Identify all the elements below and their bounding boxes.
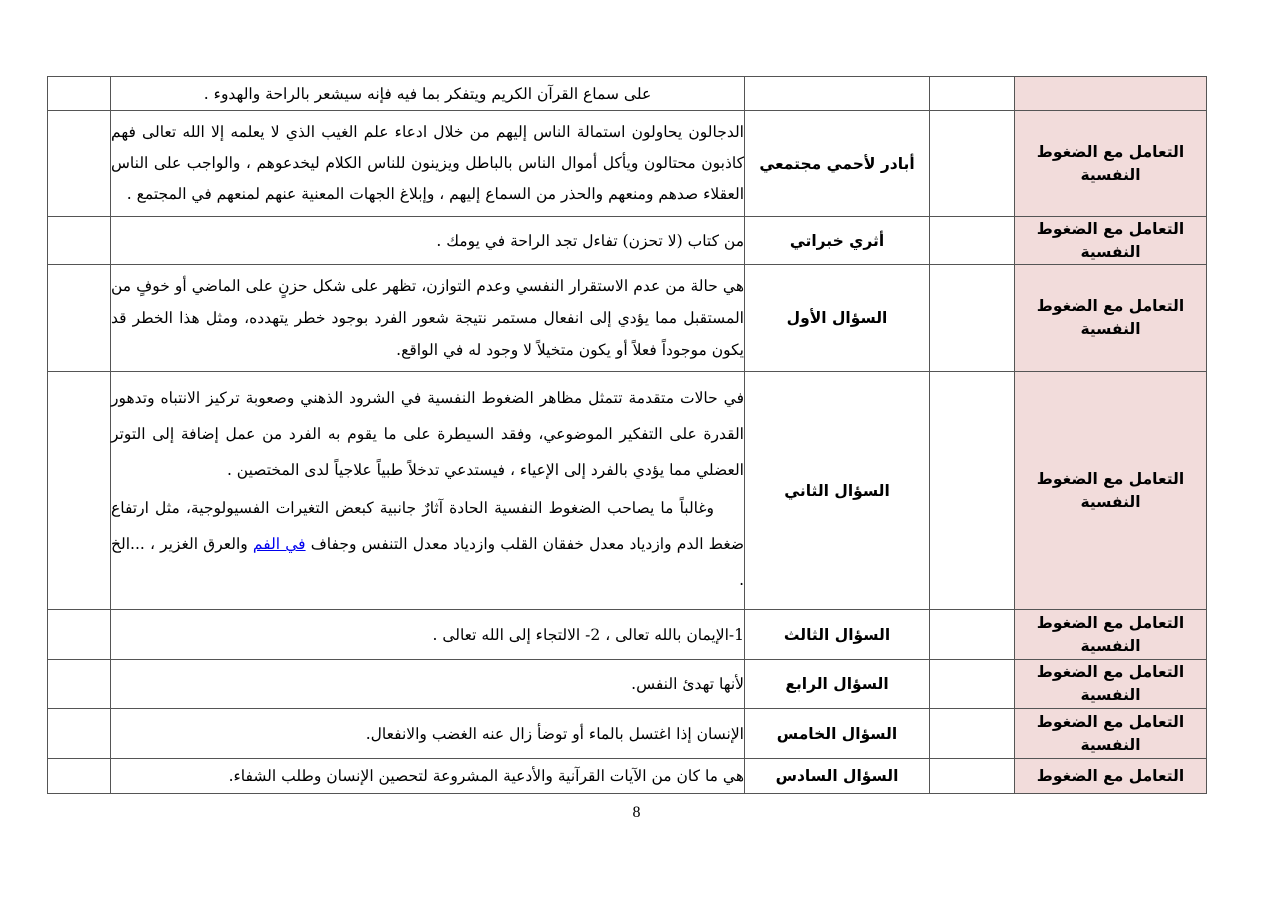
page-number: 8 <box>632 804 641 821</box>
empty-cell <box>48 709 111 759</box>
answer-text: على سماع القرآن الكريم ويتفكر بما فيه فإنه سيشعر بالراحة والهدوء . <box>203 84 652 103</box>
answer-text: في حالات متقدمة تتمثل مظاهر الضغوط النفسية في الشرود الذهني وصعوبة تركيز الانتباه وتدهور القدرة على التفكير الموضوعي، وفقد السيطرة على ما يقوم به الفرد من عمل إضافة إلى التوتر العضلي مما يؤدي بالفرد إلى الإعياء ، فيستدعي تدخلاً طبياً علاجياً لدى المختصين . <box>111 389 744 479</box>
topic-cell: التعامل مع الضغوط النفسية <box>1015 610 1207 660</box>
table-row <box>48 217 1207 265</box>
table-row <box>48 709 1207 759</box>
empty-cell <box>48 372 111 610</box>
answer-text: لأنها تهدئ النفس. <box>631 675 744 693</box>
answer-text-part: وغالباً ما يصاحب الضغوط النفسية الحادة آثارٌ جانبية كبعض التغيرات الفسيولوجية، مثل ارتفاع ضغط الدم وازدياد معدل خفقان القلب وازدياد معدل التنفس وجفاف <box>111 499 744 553</box>
topic-cell: التعامل مع الضغوط النفسية <box>1015 372 1207 610</box>
question-cell: السؤال السادس <box>745 759 930 794</box>
topic-cell: التعامل مع الضغوط النفسية <box>1015 709 1207 759</box>
answer-cell <box>111 372 745 610</box>
answer-text: الإنسان إذا اغتسل بالماء أو توضأ زال عنه الغضب والانفعال. <box>365 724 744 743</box>
empty-cell <box>48 660 111 709</box>
answer-text <box>111 490 744 598</box>
empty-cell <box>48 111 111 217</box>
answer-text: هي حالة من عدم الاستقرار النفسي وعدم التوازن، تظهر على شكل حزنٍ على الماضي أو خوفٍ من المستقبل مما يؤدي إلى انفعال مستمر نتيجة شعور الفرد بوجود خطر يتهدده، ومثل هذا الخطر قد يكون موجوداً فعلاً أو يكون متخيلاً لا وجود له في الواقع. <box>111 277 744 359</box>
empty-cell <box>48 217 111 265</box>
answer-text: 1-الإيمان بالله تعالى ، 2- الالتجاء إلى الله تعالى . <box>432 625 744 644</box>
table-row <box>48 610 1207 660</box>
answer-text: من كتاب (لا تحزن) تفاءل تجد الراحة في يومك . <box>436 231 744 250</box>
answer-cell <box>111 111 745 217</box>
empty-cell <box>930 759 1015 794</box>
table-row <box>48 372 1207 610</box>
answers-table <box>47 76 1207 794</box>
answer-text: الدجالون يحاولون استمالة الناس إليهم من خلال ادعاء علم الغيب الذي لا يعلمه إلا الله تعالى فهم كاذبون محتالون ويأكل أموال الناس بالباطل ويزينون للناس الكلام ليخدعوهم ، والواجب على الناس العقلاء صدهم ومنعهم والحذر من السماع إليهم ، وإبلاغ الجهات المعنية عنهم لمنعهم في المجتمع . <box>111 123 744 203</box>
answer-cell <box>111 217 745 265</box>
empty-cell <box>930 372 1015 610</box>
question-cell: السؤال الرابع <box>745 660 930 709</box>
table-row <box>48 77 1207 111</box>
answer-text: هي ما كان من الآيات القرآنية والأدعية المشروعة لتحصين الإنسان وطلب الشفاء. <box>228 767 744 785</box>
question-cell: السؤال الخامس <box>745 709 930 759</box>
question-cell: أثري خبراتي <box>745 217 930 265</box>
empty-cell <box>930 111 1015 217</box>
topic-cell: التعامل مع الضغوط النفسية <box>1015 660 1207 709</box>
topic-cell: التعامل مع الضغوط النفسية <box>1015 265 1207 372</box>
answer-cell <box>111 77 745 111</box>
answer-cell <box>111 265 745 372</box>
empty-cell <box>930 610 1015 660</box>
inline-link[interactable]: في الفم <box>252 535 306 553</box>
question-cell: السؤال الثالث <box>745 610 930 660</box>
question-cell: السؤال الأول <box>745 265 930 372</box>
question-cell: السؤال الثاني <box>745 372 930 610</box>
question-cell <box>745 77 930 111</box>
empty-cell <box>48 77 111 111</box>
answer-text-part: والعرق الغزير ، ...الخ . <box>111 535 744 589</box>
topic-cell: التعامل مع الضغوط النفسية <box>1015 217 1207 265</box>
table-row <box>48 759 1207 794</box>
question-cell: أبادر لأحمي مجتمعي <box>745 111 930 217</box>
topic-cell <box>1015 77 1207 111</box>
empty-cell <box>930 217 1015 265</box>
empty-cell <box>48 265 111 372</box>
empty-cell <box>930 709 1015 759</box>
empty-cell <box>930 77 1015 111</box>
empty-cell <box>930 265 1015 372</box>
topic-cell: التعامل مع الضغوط <box>1015 759 1207 794</box>
table-row <box>48 660 1207 709</box>
answer-cell <box>111 660 745 709</box>
answer-cell <box>111 610 745 660</box>
table-row <box>48 265 1207 372</box>
answer-cell <box>111 709 745 759</box>
empty-cell <box>48 610 111 660</box>
topic-cell: التعامل مع الضغوط النفسية <box>1015 111 1207 217</box>
answer-cell <box>111 759 745 794</box>
table-row <box>48 111 1207 217</box>
empty-cell <box>930 660 1015 709</box>
empty-cell <box>48 759 111 794</box>
